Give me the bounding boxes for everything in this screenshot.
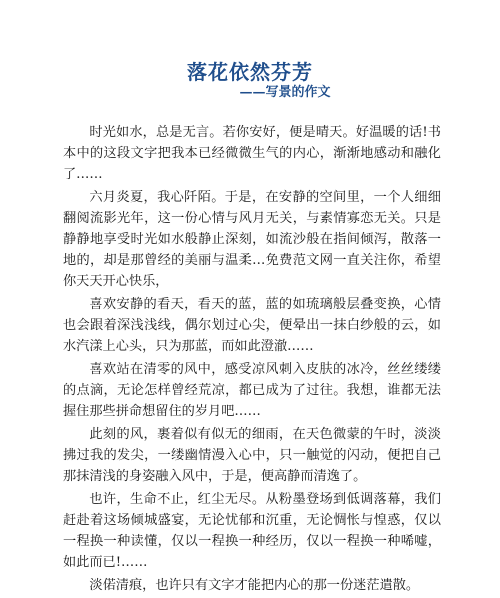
page-title: 落花依然芬芳 — [187, 60, 313, 84]
page-subtitle: ——写景的作文 — [239, 85, 331, 100]
paragraph: 时光如水，总是无言。若你安好，便是晴天。好温暖的话!书本中的这段文字把我本已经微微生气的内心，渐渐地感动和融化了…… — [63, 125, 441, 182]
paragraph: 淡偌清痕，也许只有文字才能把内心的那一份迷茫遣散。 — [89, 578, 420, 593]
paragraph: 六月炎夏，我心阡陌。于是，在安静的空间里，一个人细细翻阅流影光年，这一份心情与风月无关，与素情寡恋无关。只是静静地享受时光如水般静止深刻，如流沙般在指间倾泻，散落一地的，却是那曾经的美丽与温柔…免费范文网一直关注你，希望你天天开心快乐， — [63, 190, 441, 289]
paragraph: 此刻的风，裹着似有似无的细雨，在天色微蒙的午时，淡淡拂过我的发尖，一缕幽情漫入心中，只一触觉的闪动，便把自己那抹清浅的身姿融入风中，于是，便高静而清逸了。 — [63, 427, 441, 484]
paragraph: 喜欢安静的看天，看天的蓝，蓝的如琉璃般层叠变换，心情也会跟着深浅浅线，偶尔划过心尖，便晕出一抹白纱般的云，如水汽漾上心头，只为那蓝，而如此澄澈…… — [63, 297, 441, 354]
paragraph: 喜欢站在清零的风中，感受凉风刺入皮肤的冰冷，丝丝缕缕的点滴，无论怎样曾经荒凉，都已成为了过往。我想，谁都无法握住那些拼命想留住的岁月吧…… — [63, 362, 441, 419]
article-body — [63, 122, 441, 598]
paragraph: 也许，生命不止，红尘无尽。从粉墨登场到低调落幕，我们赶赴着这场倾城盛宴，无论忧郁和沉重，无论惆怅与惶惑，仅以一程换一种读懂，仅以一程换一种经历，仅以一程换一种唏嘘，如此而已!…… — [63, 492, 441, 570]
